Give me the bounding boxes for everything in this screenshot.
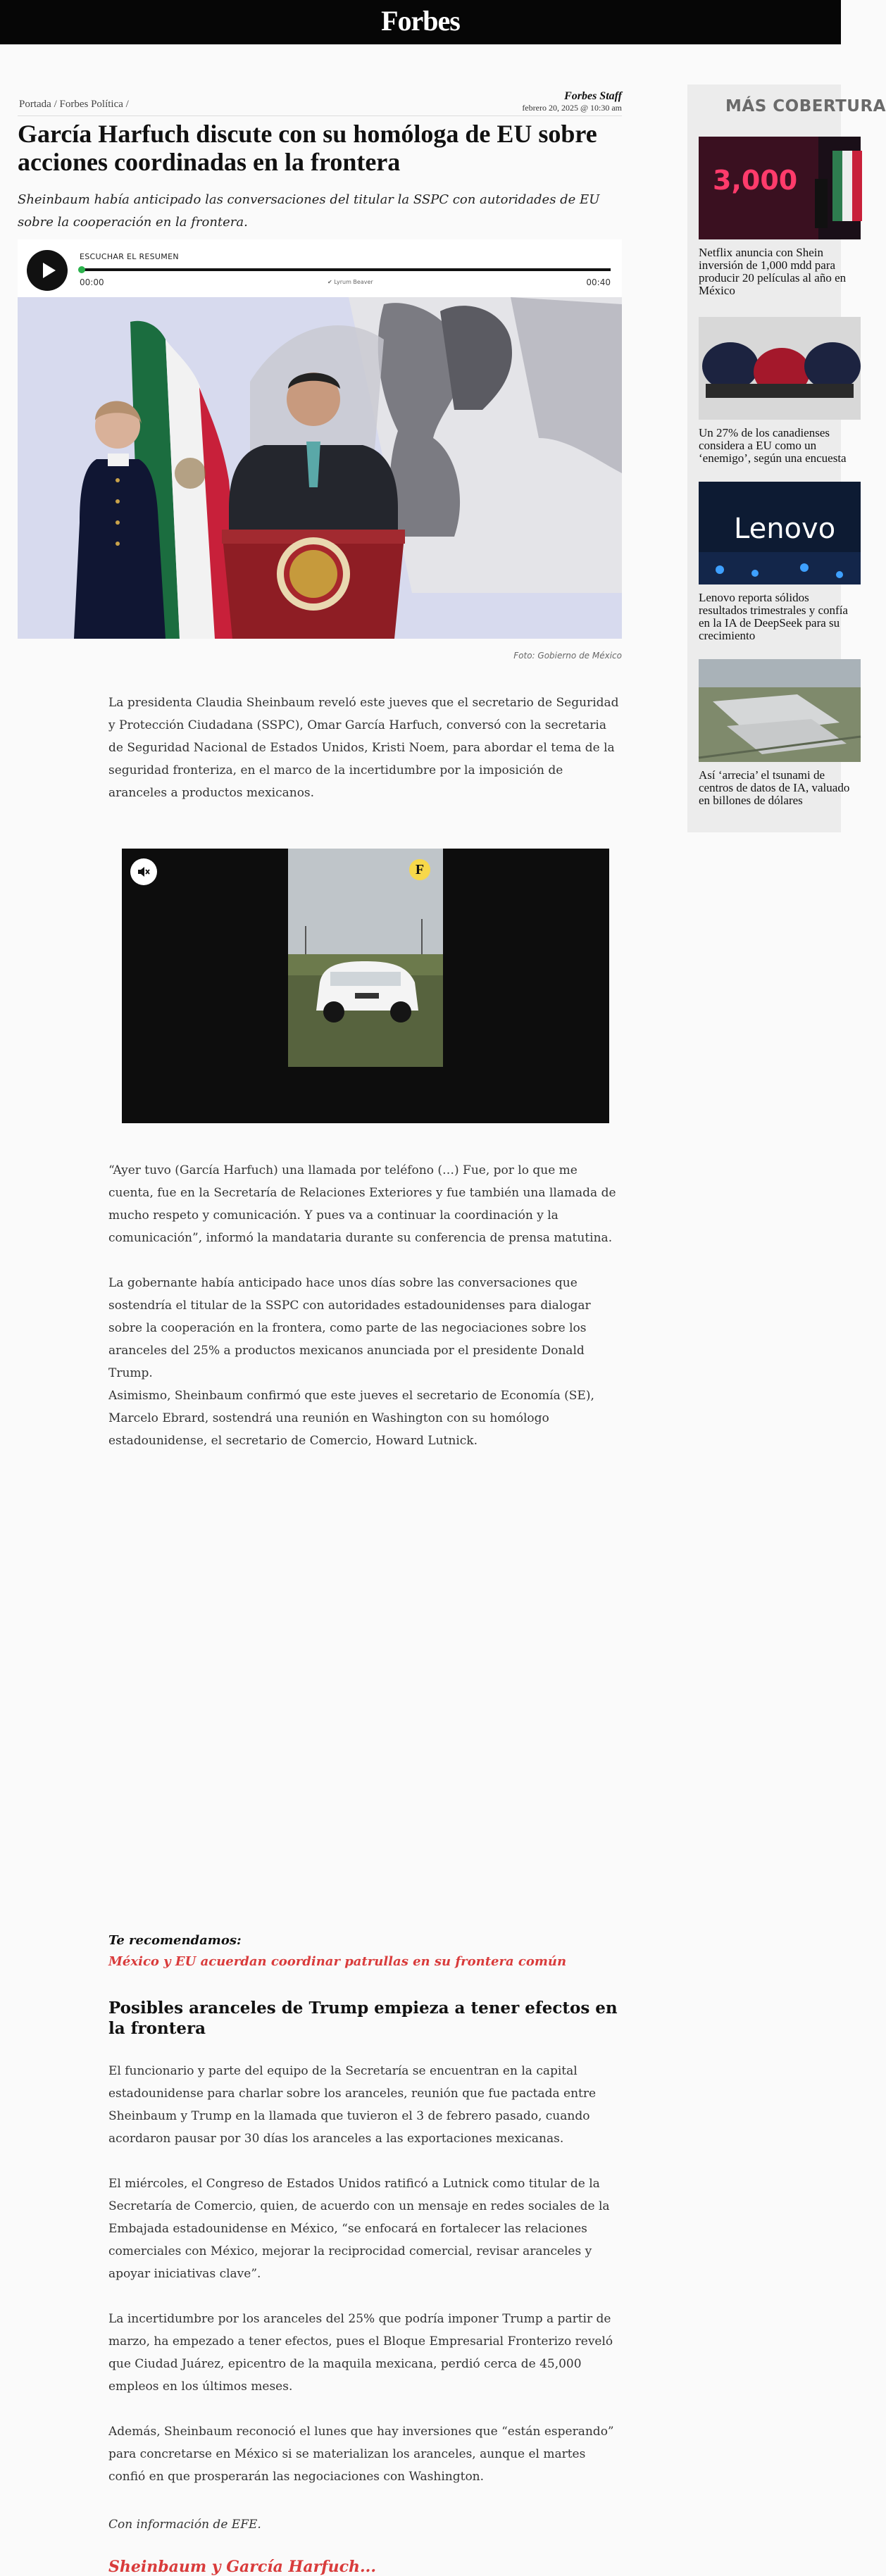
sidebar-item[interactable] (699, 137, 861, 297)
article-dek: Sheinbaum había anticipado las conversaciones del titular la SSPC con autoridades de EU sobre la cooperación en la frontera. (18, 192, 600, 230)
sidebar-line: producir 20 películas al año en (699, 271, 847, 285)
related-link[interactable]: Sheinbaum y García Harfuch... (108, 2558, 377, 2576)
sidebar-line: centros de datos de IA, valuado (699, 781, 850, 794)
sidebar-line: Un 27% de los canadienses (699, 426, 830, 439)
audio-summary-player (18, 239, 622, 297)
powered-by (327, 279, 373, 285)
sidebar-item[interactable] (699, 659, 861, 807)
sidebar-line: México (699, 284, 735, 297)
section-subhead: Posibles aranceles de Trump empieza a tener efectos en la frontera (108, 1999, 618, 2038)
sidebar-line: resultados trimestrales y confía (699, 604, 848, 617)
sidebar-line: en la IA de DeepSeek para su (699, 616, 840, 630)
sidebar-thumbnail[interactable] (699, 317, 861, 420)
speaker-muted-icon (137, 865, 151, 879)
video-frame (288, 849, 443, 1067)
breadcrumb: Portada / Forbes Política / (19, 99, 129, 110)
sidebar-item-text (699, 246, 861, 297)
paragraph: La incertidumbre por los aranceles del 25% que podría imponer Trump a partir de marzo, ha empezado a tener efectos, pues el Bloque Empresarial Fronterizo reveló que Ciudad Juárez, epicentro de la maquila mexicana, perdió cerca de 45,000 empleos en los últimos meses. (108, 2312, 613, 2394)
sidebar-line: ‘enemigo’, según una encuesta (699, 451, 847, 465)
video-player[interactable] (122, 849, 609, 1123)
hero-image (18, 297, 622, 639)
top-bar (0, 0, 841, 44)
recommend-link[interactable]: México y EU acuerdan coordinar patrullas en su frontera común (108, 1954, 567, 1969)
time-elapsed: 00:00 (80, 277, 104, 287)
sidebar-line: en billones de dólares (699, 794, 803, 807)
sidebar-line: Netflix anuncia con Shein (699, 246, 824, 259)
sidebar-thumbnail[interactable] (699, 482, 861, 584)
article-title: García Harfuch discute con su homóloga de EU sobre acciones coordinadas en la frontera (18, 120, 597, 176)
sidebar-more-coverage (687, 85, 886, 832)
thumb-number: 3,000 (713, 165, 798, 196)
recommend-label: Te recomendamos: (108, 1933, 242, 1948)
byline (439, 90, 622, 113)
mute-button[interactable] (130, 858, 157, 885)
sidebar-line: Así ‘arrecia’ el tsunami de (699, 768, 825, 782)
sidebar-item-text (699, 592, 861, 642)
sidebar-thumbnail[interactable] (699, 659, 861, 762)
thumb-datacenter (699, 659, 861, 762)
sidebar-line: considera a EU como un (699, 439, 817, 452)
progress-track[interactable] (80, 268, 611, 271)
thumb-lenovo (699, 482, 861, 584)
divider (18, 115, 622, 116)
player-label: ESCUCHAR EL RESUMEN (80, 252, 179, 261)
paragraph: Asimismo, Sheinbaum confirmó que este jueves el secretario de Economía (SE), Marcelo Ebrard, sostendrá una reunión en Washington con su homólogo estadounidense, el secretario de Comercio, Howard Lutnick. (108, 1389, 594, 1448)
article-credit: Con información de EFE. (108, 2518, 261, 2532)
thumb-brand: Lenovo (734, 513, 836, 545)
sidebar-line: Lenovo reporta sólidos (699, 591, 809, 604)
paragraph: “Ayer tuvo (García Harfuch) una llamada por teléfono (…) Fue, por lo que me cuenta, fue en la Secretaría de Relaciones Exteriores y fue también una llamada de mucho respeto y comunicación. Y pues va a continuar la coordinación y la comunicación”, informó la mandataria durante su conferencia de prensa matutina. (108, 1163, 616, 1245)
sidebar-item-text (699, 769, 861, 807)
sidebar-line: inversión de 1,000 mdd para (699, 258, 836, 272)
progress-handle[interactable] (78, 266, 85, 273)
sidebar-title: MÁS COBERTURA (725, 97, 886, 115)
author-name[interactable]: Forbes Staff (564, 90, 622, 102)
sidebar-item-text (699, 427, 861, 465)
forbes-logo[interactable]: Forbes (381, 5, 460, 37)
sidebar-item[interactable] (699, 482, 861, 642)
breadcrumb-home[interactable]: Portada (19, 99, 51, 110)
paragraph: La gobernante había anticipado hace unos días sobre las conversaciones que sostendría el titular de la SSPC con autoridades estadounidenses para dialogar sobre la cooperación en la frontera, como parte de las negociaciones sobre los aranceles del 25% a productos mexicanos anunciada por el presidente Donald Trump. (108, 1276, 591, 1380)
paragraph: La presidenta Claudia Sheinbaum reveló este jueves que el secretario de Seguridad y Protección Ciudadana (SSPC), Omar García Harfuch, conversó con la secretaria de Seguridad Nacional de Estados Unidos, Kristi Noem, para abordar el tema de la seguridad fronteriza, en el marco de la incertidumbre por la imposición de aranceles a productos mexicanos. (108, 696, 619, 800)
time-total: 00:40 (586, 277, 611, 287)
image-caption: Foto: Gobierno de México (513, 651, 622, 661)
sidebar-item[interactable] (699, 317, 861, 465)
thumb-caps (699, 317, 861, 420)
play-button[interactable] (27, 250, 68, 291)
forbes-badge: F (409, 859, 430, 880)
video-thumbnail (288, 849, 443, 1067)
paragraph: Además, Sheinbaum reconoció el lunes que hay inversiones que “están esperando” para concretarse en México si se materializan los aranceles, aunque el martes confió en que prosperarán las negociaciones con Washington. (108, 2425, 614, 2484)
sidebar-line: crecimiento (699, 629, 756, 642)
check-badge-icon: ✔ (327, 279, 332, 285)
hero-illustration (18, 297, 622, 639)
publish-date: febrero 20, 2025 @ 10:30 am (522, 103, 622, 113)
sidebar-thumbnail[interactable] (699, 137, 861, 239)
breadcrumb-section[interactable]: Forbes Política (59, 99, 123, 110)
powered-by-label: Lyrum Beaver (334, 279, 373, 285)
paragraph: El funcionario y parte del equipo de la Secretaría se encuentran en la capital estadounidense para charlar sobre los aranceles, reunión que fue pactada entre Sheinbaum y Trump en la llamada que tuvieron el 3 de febrero pasado, cuando acordaron pausar por 30 días los aranceles a las exportaciones mexicanas. (108, 2064, 597, 2146)
paragraph: El miércoles, el Congreso de Estados Unidos ratificó a Lutnick como titular de la Secretaría de Comercio, quien, de acuerdo con un mensaje en redes sociales de la Embajada estadounidense en México, “se enfocará en fortalecer las relaciones comerciales con México, mejorar la reciprocidad comercial, revisar aranceles y apoyar iniciativas clave”. (108, 2177, 610, 2281)
thumb-netflix (699, 137, 861, 239)
